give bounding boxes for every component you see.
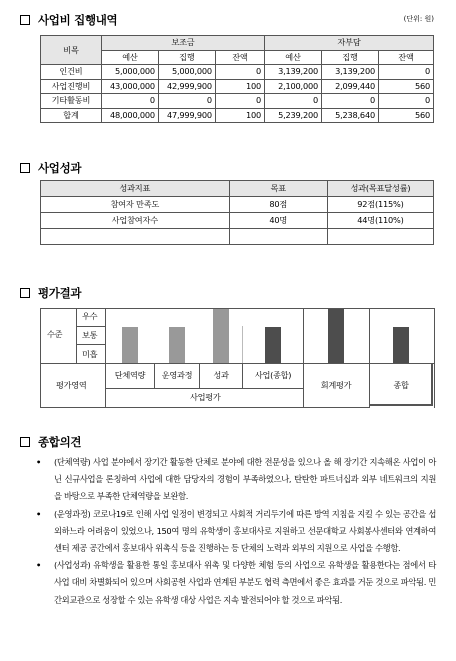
group-label: 사업평가 <box>190 392 221 402</box>
table-row <box>41 229 434 245</box>
checkbox-square-icon <box>20 163 30 173</box>
budget-section-heading <box>20 12 117 28</box>
opinion-item <box>34 557 436 609</box>
col-item-header: 비목 <box>41 36 102 65</box>
opinion-item <box>34 454 436 506</box>
evaluation-bar <box>328 309 344 363</box>
checkbox-square-icon <box>20 15 30 25</box>
opinion-list <box>34 454 436 609</box>
bullet-icon: • <box>36 560 41 571</box>
table-cell: 0 <box>378 65 433 80</box>
table-cell: 참여자 만족도 <box>41 197 230 213</box>
table-cell: 0 <box>215 94 264 109</box>
table-cell: 0 <box>321 94 378 109</box>
bullet-icon: • <box>36 457 41 467</box>
table-cell: 100 <box>215 108 264 123</box>
performance-section-heading <box>20 160 81 176</box>
table-cell: 5,000,000 <box>101 65 158 80</box>
opinion-text: (사업성과) 유학생을 활용한 통일 홍보대사 위촉 및 다양한 체험 등의 사업으로 유학생을 활용한다는 점에서 타사업 대비 차별화되어 있으며 사회공헌 사업과 연계된 부분도 협력 측면에서 좋은 효과를 거둔 것으로 파악됨. 민간외교관으로 성장할 수 있는 유학생 대상 사업은 지속 발전되어야 할 것으로 파악됨. <box>54 560 436 605</box>
section-title: 평가결과 <box>38 286 82 300</box>
section-title: 사업성과 <box>38 161 82 175</box>
evaluation-column-label: 성과 <box>213 370 229 380</box>
table-row <box>41 108 434 123</box>
table-cell: 3,139,200 <box>265 65 322 80</box>
table-cell: 0 <box>378 94 433 109</box>
sub-header: 예산 <box>101 50 158 65</box>
table-cell: 5,239,200 <box>265 108 322 123</box>
table-cell: 2,100,000 <box>265 79 322 94</box>
table-cell <box>229 229 327 245</box>
evaluation-grid <box>40 308 435 408</box>
evaluation-bar <box>213 309 229 363</box>
checkbox-square-icon <box>20 437 30 447</box>
unit-note: (단위: 원) <box>403 15 434 23</box>
grant-header: 보조금 <box>101 36 264 51</box>
table-row <box>41 213 434 229</box>
table-cell: 42,999,900 <box>158 79 215 94</box>
table-cell: 43,000,000 <box>101 79 158 94</box>
evaluation-bar <box>393 327 409 363</box>
evaluation-section-heading <box>20 285 81 301</box>
bullet-icon: • <box>36 508 41 519</box>
evaluation-bar <box>265 327 281 363</box>
budget-table <box>40 35 434 123</box>
table-cell: 0 <box>158 94 215 109</box>
row-label: 인건비 <box>41 65 102 80</box>
sub-header: 잔액 <box>215 50 264 65</box>
perf-header: 목표 <box>229 181 327 197</box>
table-cell: 48,000,000 <box>101 108 158 123</box>
table-cell: 44명(110%) <box>327 213 433 229</box>
table-cell: 5,238,640 <box>321 108 378 123</box>
row-label: 사업진행비 <box>41 79 102 94</box>
table-cell: 3,139,200 <box>321 65 378 80</box>
sub-header: 잔액 <box>378 50 433 65</box>
evaluation-column-label: 운영과정 <box>161 370 193 380</box>
table-cell: 560 <box>378 108 433 123</box>
performance-table <box>40 180 434 245</box>
perf-header: 성과(목표달성률) <box>327 181 433 197</box>
sub-header: 집행 <box>158 50 215 65</box>
section-title: 사업비 집행내역 <box>38 13 118 27</box>
table-cell: 47,999,900 <box>158 108 215 123</box>
sub-header: 예산 <box>265 50 322 65</box>
table-cell: 40명 <box>229 213 327 229</box>
area-label: 평가영역 <box>56 380 87 390</box>
perf-header: 성과지표 <box>41 181 230 197</box>
table-row <box>41 197 434 213</box>
level-label: 보통 <box>82 330 98 340</box>
opinion-text: (단체역량) 사업 분야에서 장기간 활동한 단체로 분야에 대한 전문성을 있으나 올 해 장기간 지속해온 사업이 아닌 신규사업을 론칭하여 사업에 대한 담당자의 경험이 부족하였으나, 탄탄한 파트너십과 외부 네트워크의 지원을 바탕으로 부족한 단체역량을 보완함. <box>54 457 436 502</box>
section-title: 종합의견 <box>38 435 82 449</box>
table-cell: 80점 <box>229 197 327 213</box>
evaluation-bar <box>122 327 138 363</box>
table-row <box>41 79 434 94</box>
table-row <box>41 65 434 80</box>
level-axis-label: 수준 <box>47 329 63 339</box>
evaluation-column-label: 단체역량 <box>114 370 146 380</box>
table-cell: 560 <box>378 79 433 94</box>
level-label: 미흡 <box>82 349 98 359</box>
table-cell: 92점(115%) <box>327 197 433 213</box>
table-cell: 사업참여자수 <box>41 213 230 229</box>
row-label: 합계 <box>41 108 102 123</box>
opinion-item <box>34 506 436 558</box>
table-cell: 2,099,440 <box>321 79 378 94</box>
checkbox-square-icon <box>20 288 30 298</box>
sub-header: 집행 <box>321 50 378 65</box>
table-cell: 5,000,000 <box>158 65 215 80</box>
self-header: 자부담 <box>265 36 434 51</box>
opinion-section-heading <box>20 434 81 450</box>
evaluation-column-label: 사업(종합) <box>254 370 292 380</box>
level-label: 우수 <box>82 311 98 321</box>
table-cell: 100 <box>215 79 264 94</box>
table-cell <box>327 229 433 245</box>
table-cell <box>41 229 230 245</box>
evaluation-bar <box>169 327 185 363</box>
table-cell: 0 <box>265 94 322 109</box>
row-label: 기타활동비 <box>41 94 102 109</box>
evaluation-column-label: 회계평가 <box>320 380 352 390</box>
table-cell: 0 <box>215 65 264 80</box>
table-row <box>41 94 434 109</box>
evaluation-column-label: 종합 <box>393 380 409 390</box>
table-cell: 0 <box>101 94 158 109</box>
opinion-text: (운영과정) 코로나19로 인해 사업 일정이 변경되고 사회적 거리두기에 따른 방역 지침을 지킬 수 있는 공간을 섭외하느라 어려움이 있었으나, 150여 명의 유학생이 홍보대사로 지원하고 선문대학교 사회봉사센터와 연계하여 센터 제공 공간에서 홍보대사 위촉식 등을 진행하는 등 단체의 노력과 외부의 지원으로 사업을 수행함. <box>54 508 436 554</box>
